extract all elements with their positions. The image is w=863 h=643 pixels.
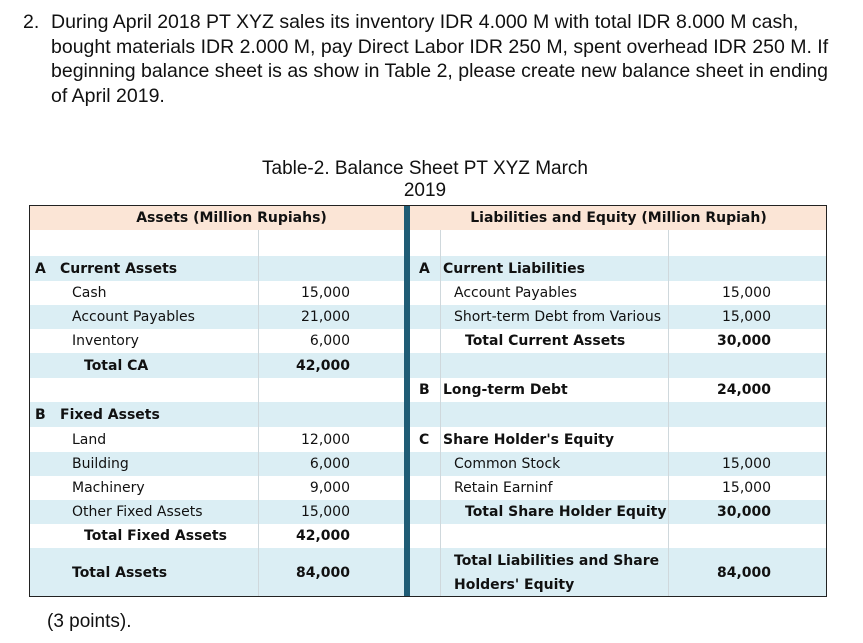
short-term-debt-value: 15,000 <box>722 309 771 325</box>
long-term-debt-value: 24,000 <box>716 382 771 398</box>
table-row <box>29 256 827 281</box>
table-caption-line2: 2019 <box>403 180 447 201</box>
total-assets-value: 84,000 <box>295 564 350 581</box>
cash-value: 15,000 <box>301 285 350 301</box>
land-label: Land <box>72 431 107 448</box>
grid-divider <box>440 230 441 597</box>
table-row <box>29 402 827 427</box>
fixed-assets-letter: B <box>35 406 46 423</box>
total-liabilities-equity-line2: Holders' Equity <box>454 576 575 593</box>
other-fixed-assets-value: 15,000 <box>301 504 350 520</box>
land-value: 12,000 <box>301 431 350 448</box>
total-liabilities-equity-value: 84,000 <box>716 564 771 581</box>
long-term-debt-letter: B <box>419 382 430 398</box>
inventory-value: 6,000 <box>309 333 350 349</box>
current-assets-title: Current Assets <box>60 260 178 277</box>
blank-row <box>29 230 827 256</box>
cash-label: Cash <box>72 285 107 301</box>
total-liabilities-equity-label <box>454 548 684 597</box>
table-row <box>29 378 827 402</box>
grid-divider <box>258 230 259 597</box>
inventory-label: Inventory <box>72 333 139 349</box>
column-divider <box>404 205 410 597</box>
table-row <box>29 452 827 476</box>
table-totals-row <box>29 548 827 597</box>
retained-earnings-value: 15,000 <box>722 480 771 496</box>
fixed-assets-title: Fixed Assets <box>60 406 160 423</box>
table-caption-line1: Table-2. Balance Sheet PT XYZ March <box>262 158 588 179</box>
left-ap-value: 21,000 <box>301 309 350 325</box>
total-ca-label: Total CA <box>84 357 149 374</box>
current-liabilities-title: Current Liabilities <box>443 260 585 277</box>
total-current-liabilities-value: 30,000 <box>716 333 771 349</box>
short-term-debt-label: Short-term Debt from Various <box>454 309 662 325</box>
machinery-value: 9,000 <box>309 480 350 496</box>
equity-letter: C <box>419 431 430 448</box>
question-text-block <box>23 10 843 108</box>
left-ap-label: Account Payables <box>72 309 195 325</box>
grid-divider <box>668 230 669 597</box>
table-row <box>29 500 827 524</box>
table-caption <box>210 158 640 202</box>
total-fixed-assets-value: 42,000 <box>295 528 350 544</box>
total-equity-value: 30,000 <box>716 504 771 520</box>
building-value: 6,000 <box>309 456 350 472</box>
table-row <box>29 329 827 353</box>
right-ap-value: 15,000 <box>722 285 771 301</box>
assets-header: Assets (Million Rupiahs) <box>29 205 404 230</box>
question-body: During April 2018 PT XYZ sales its inventory IDR 4.000 M with total IDR 8.000 M cash, bought materials IDR 2.000 M, pay Direct Labor IDR 250 M, spent overhead IDR 250 M. If beginning balance sheet is as show in Table 2, please create new balance sheet in ending of April 2019. <box>51 11 829 107</box>
equity-title: Share Holder's Equity <box>443 431 614 448</box>
total-current-liabilities-label: Total Current Assets <box>465 333 626 349</box>
total-ca-value: 42,000 <box>295 357 350 374</box>
total-liabilities-equity-line1: Total Liabilities and Share <box>454 552 660 569</box>
table-row <box>29 476 827 500</box>
table-row <box>29 353 827 378</box>
question-number: 2. <box>23 11 40 33</box>
common-stock-label: Common Stock <box>454 456 561 472</box>
machinery-label: Machinery <box>72 480 145 496</box>
current-liabilities-letter: A <box>419 260 430 277</box>
right-ap-label: Account Payables <box>454 285 577 301</box>
total-equity-label: Total Share Holder Equity <box>465 504 667 520</box>
long-term-debt-label: Long-term Debt <box>443 382 568 398</box>
table-row <box>29 305 827 329</box>
table-row <box>29 281 827 305</box>
table-row <box>29 524 827 548</box>
table-row <box>29 427 827 452</box>
liabilities-header: Liabilities and Equity (Million Rupiah) <box>410 205 827 230</box>
building-label: Building <box>72 456 129 472</box>
retained-earnings-label: Retain Earninf <box>454 480 553 496</box>
balance-sheet-table <box>29 205 827 597</box>
table-header-row <box>29 205 827 230</box>
total-assets-label: Total Assets <box>72 564 168 581</box>
other-fixed-assets-label: Other Fixed Assets <box>72 504 203 520</box>
points-note: (3 points). <box>47 611 132 632</box>
current-assets-letter: A <box>35 260 46 277</box>
total-fixed-assets-label: Total Fixed Assets <box>84 528 227 544</box>
common-stock-value: 15,000 <box>722 456 771 472</box>
